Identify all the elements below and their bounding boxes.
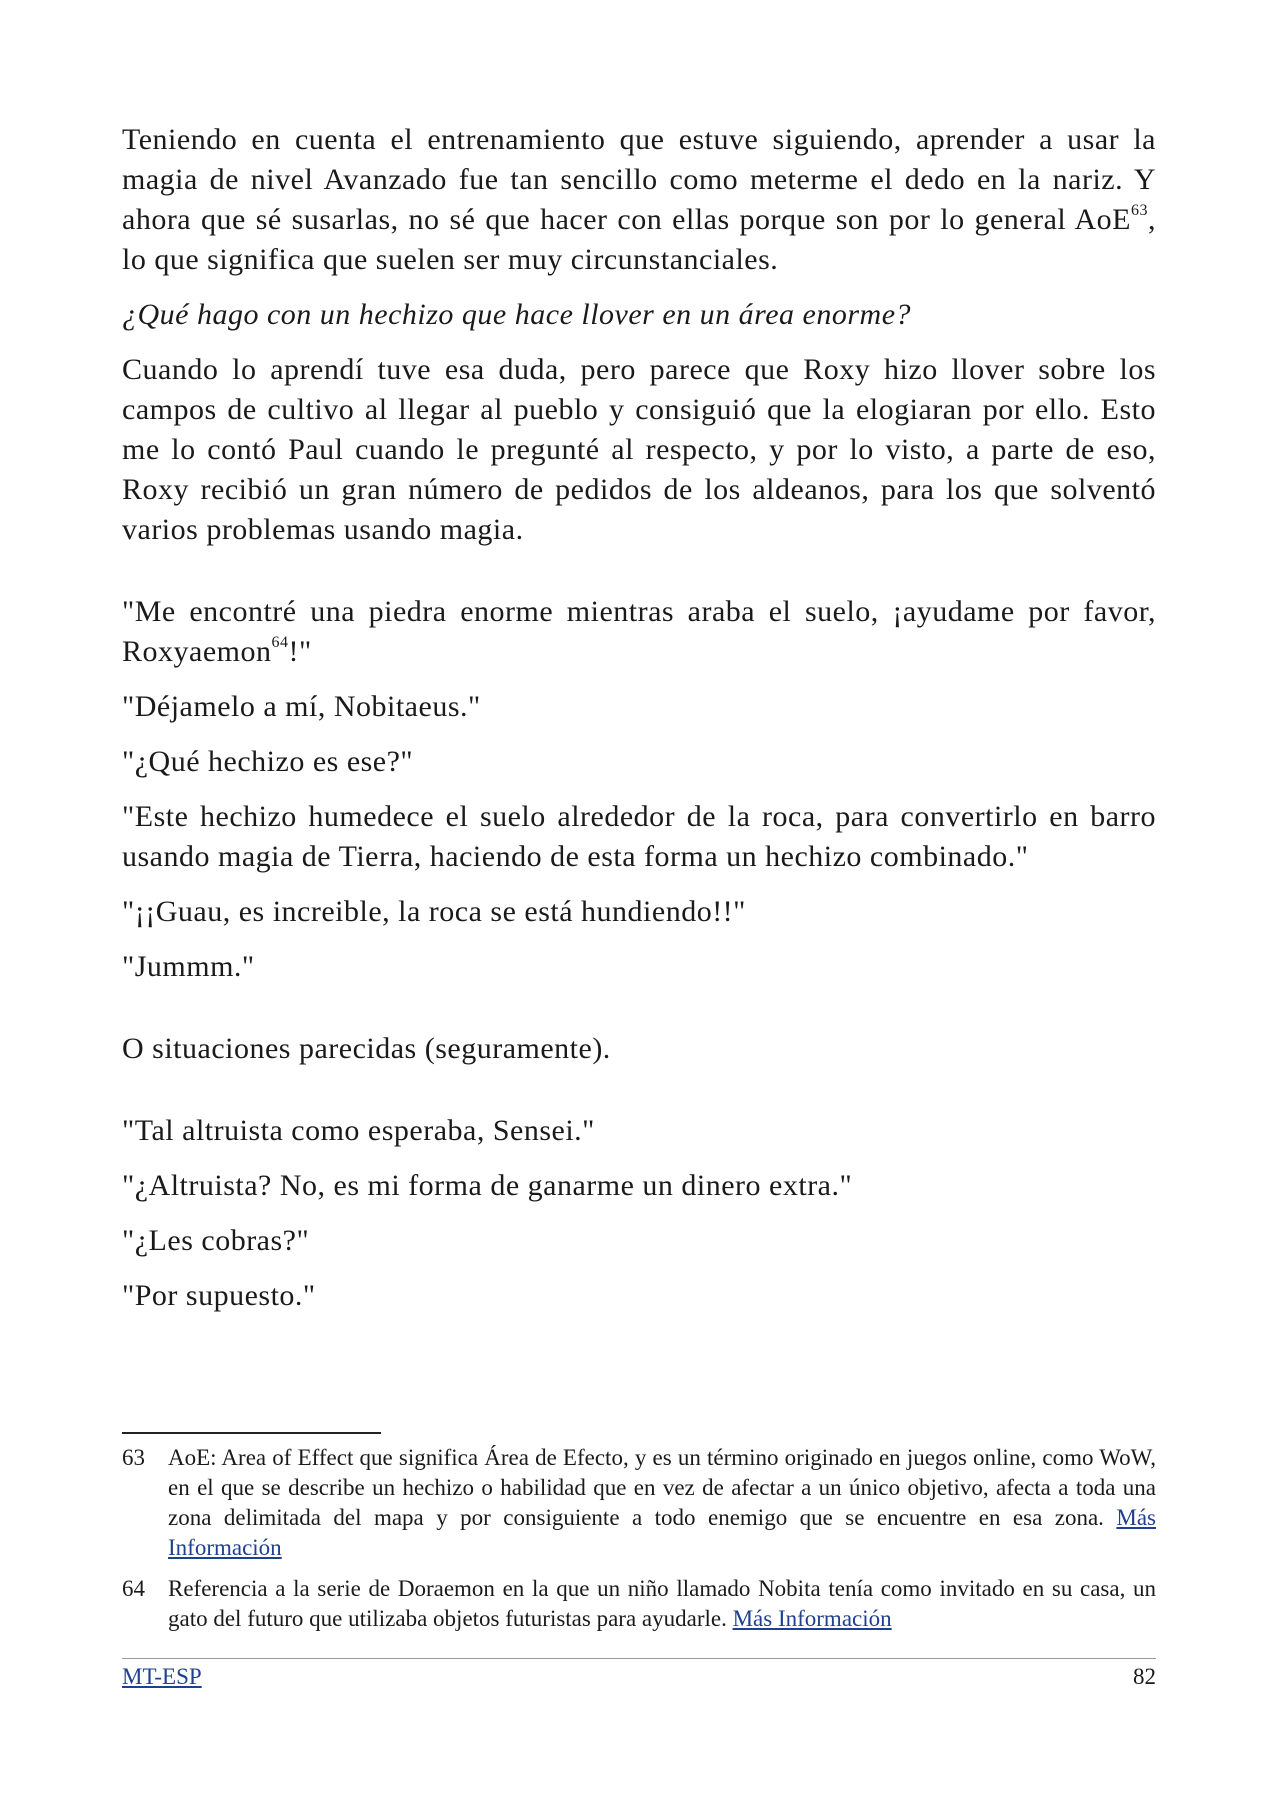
dialogue-line: "Por supuesto.": [122, 1279, 316, 1312]
section-gap: [122, 1002, 1156, 1029]
paragraph: O situaciones parecidas (seguramente).: [122, 1032, 611, 1065]
footnote-number: 64: [122, 1576, 145, 1601]
dialogue-line: "¿Altruista? No, es mi forma de ganarme un dinero extra.": [122, 1169, 853, 1202]
paragraph: Cuando lo aprendí tuve esa duda, pero parece que Roxy hizo llover sobre los campos de cultivo al llegar al pueblo y consiguió que la elogiaran por ello. Esto me lo contó Paul cuando le pregunté al respecto, y por lo visto, a parte de eso, Roxy recibió un gran número de pedidos de los aldeanos, para los que solventó varios problemas usando magia.: [122, 353, 1156, 546]
footnote-text: Referencia a la serie de Doraemon en la que un niño llamado Nobita tenía como invitado en su casa, un gato del futuro que utilizaba objetos futuristas para ayudarle.: [168, 1576, 1156, 1631]
footnote-ref[interactable]: 64: [271, 634, 289, 651]
dialogue-line: "¡¡Guau, es increible, la roca se está hundiendo!!": [122, 895, 746, 928]
dialogue-line: "Jummm.": [122, 950, 255, 983]
footnote-body: [168, 1574, 1156, 1634]
footnote-body: [168, 1443, 1156, 1563]
more-info-link[interactable]: Más Información: [168, 1505, 1156, 1560]
dialogue-line: "¿Qué hechizo es ese?": [122, 745, 414, 778]
italic-thought: ¿Qué hago con un hechizo que hace llover en un área enorme?: [122, 298, 912, 331]
dialogue-line: "¿Les cobras?": [122, 1224, 310, 1257]
dialogue-line: [122, 592, 1156, 672]
footnote-ref[interactable]: 63: [1131, 202, 1148, 219]
dialogue-line: "Este hechizo humedece el suelo alrededor de la roca, para convertirlo en barro usando magia de Tierra, haciendo de esta forma un hechizo combinado.": [122, 800, 1156, 873]
section-gap: [122, 565, 1156, 592]
paragraph-text: , lo que significa que suelen ser muy circunstanciales.: [122, 203, 1156, 276]
footnote-number: 63: [122, 1445, 145, 1470]
footnote-text: AoE: Area of Effect que significa Área de Efecto, y es un término originado en juegos online, como WoW, en el que se describe un hechizo o habilidad que en vez de afectar a un único objetivo, afecta a toda una zona delimitada del mapa y por consiguiente a todo enemigo que se encuentre en esa zona.: [168, 1445, 1156, 1530]
paragraph-text: Teniendo en cuenta el entrenamiento que estuve siguiendo, aprender a usar la magia de nivel Avanzado fue tan sencillo como meterme el dedo en la nariz. Y ahora que sé susarlas, no sé que hacer con ellas porque son por lo general AoE: [122, 123, 1156, 236]
dialogue-text: !": [288, 635, 312, 668]
dialogue-text: "Me encontré una piedra enorme mientras araba el suelo, ¡ayudame por favor, Roxyaemon: [122, 595, 1156, 668]
footnotes-section: [122, 1432, 1156, 1645]
footnote-separator: [122, 1432, 381, 1434]
page-body: [122, 120, 1156, 1331]
footnote-63: [122, 1443, 1156, 1563]
dialogue-line: "Déjamelo a mí, Nobitaeus.": [122, 690, 481, 723]
footer-brand-link[interactable]: MT-ESP: [122, 1664, 202, 1689]
dialogue-line: "Tal altruista como esperaba, Sensei.": [122, 1114, 595, 1147]
more-info-link[interactable]: Más Información: [732, 1606, 892, 1631]
page-number: 82: [1133, 1664, 1156, 1689]
paragraph: [122, 120, 1156, 280]
footnote-64: [122, 1574, 1156, 1634]
page-footer: [122, 1658, 1156, 1692]
section-gap: [122, 1084, 1156, 1111]
